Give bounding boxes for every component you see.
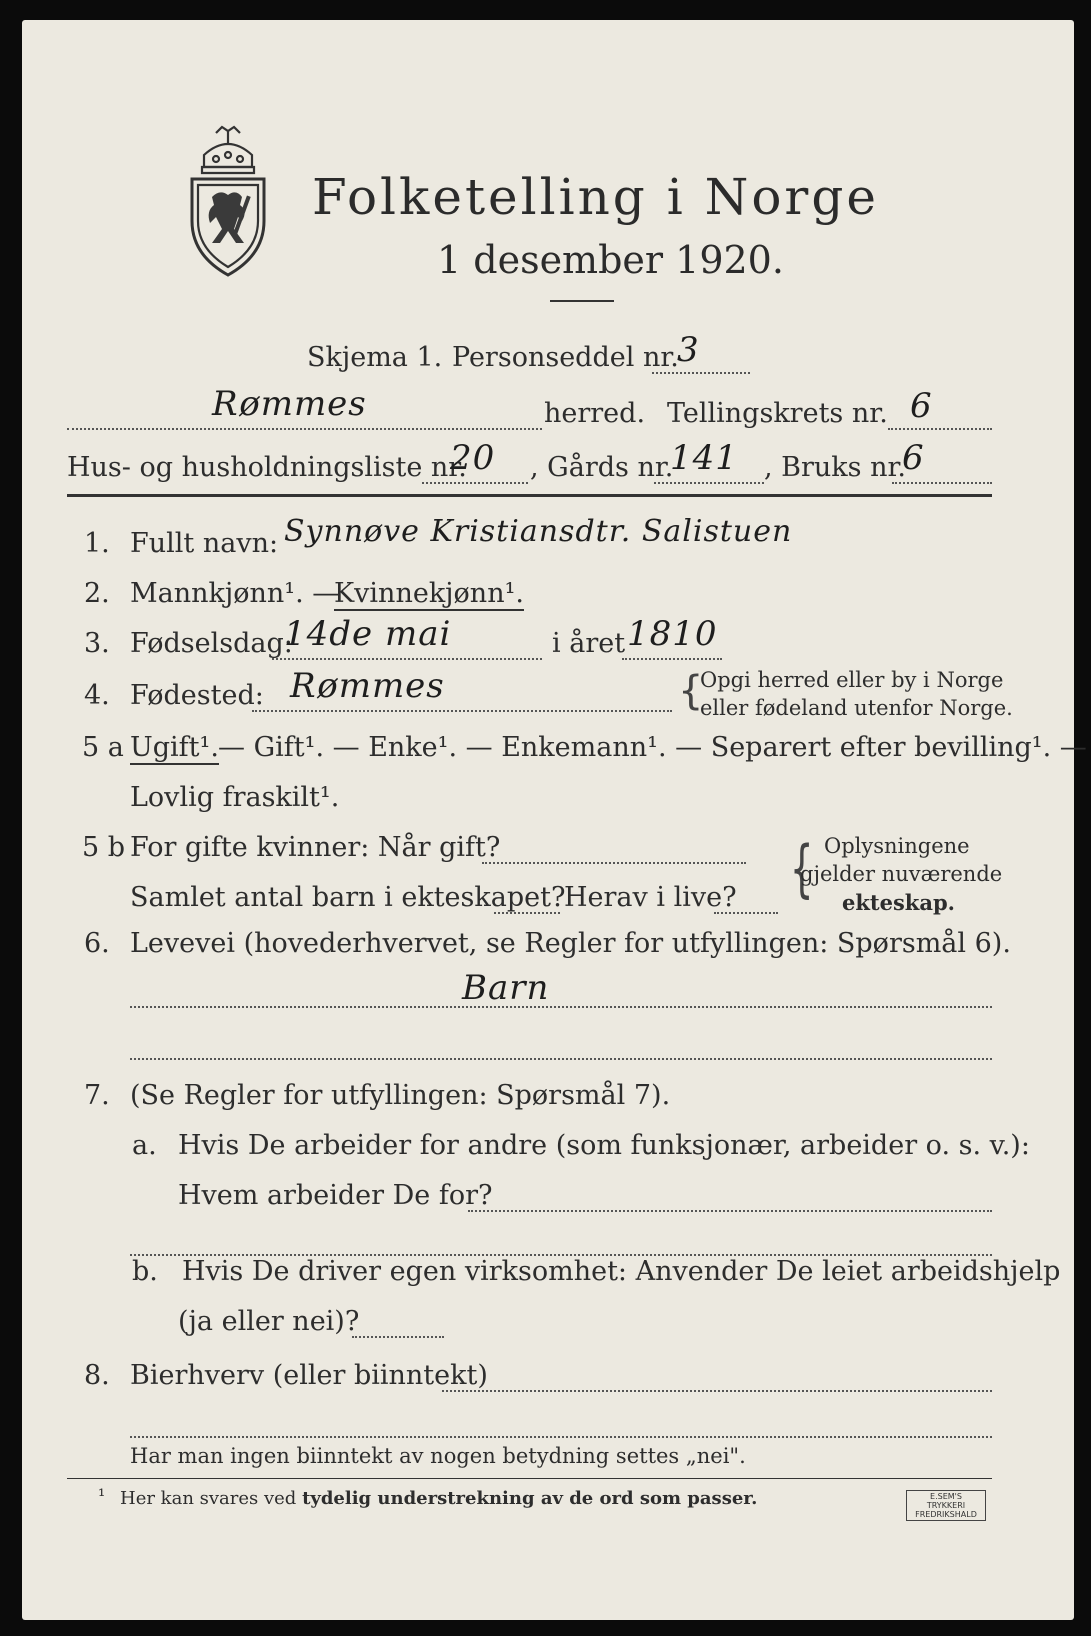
herred-line bbox=[67, 428, 542, 430]
bruks-label: , Bruks nr. bbox=[764, 452, 907, 483]
footnote-text-a: Her kan svares ved bbox=[120, 1488, 297, 1509]
footnote-mark: ¹ bbox=[98, 1486, 106, 1507]
q2-mann-label: Mannkjønn¹. — bbox=[130, 578, 340, 609]
q7a-employer-line bbox=[468, 1210, 992, 1212]
census-form-page bbox=[22, 20, 1087, 1620]
q7a-text: Hvis De arbeider for andre (som funksjonær, arbeider o. s. v.): bbox=[178, 1130, 1030, 1161]
q6-occupation-value: Barn bbox=[462, 968, 550, 1008]
q5b-label2: Samlet antal barn i ekteskapet? bbox=[130, 882, 566, 913]
q4-label: Fødested: bbox=[130, 680, 264, 711]
printer-stamp bbox=[906, 1490, 986, 1521]
q7b-answer-line bbox=[352, 1336, 444, 1338]
footer-separator bbox=[67, 1478, 992, 1479]
personseddel-label: Personseddel nr. bbox=[452, 342, 679, 373]
q5b-note-line2: gjelder nuværende bbox=[800, 862, 1003, 886]
personseddel-line bbox=[652, 372, 750, 374]
q4-note-line1: Opgi herred eller by i Norge bbox=[700, 668, 1004, 692]
bruks-value: 6 bbox=[902, 438, 925, 478]
printer-stamp-line2: FREDRIKSHALD bbox=[915, 1510, 977, 1519]
q2-number: 2. bbox=[84, 578, 110, 609]
q5a-options: — Gift¹. — Enke¹. — Enkemann¹. — Separert efter bevilling¹. — bbox=[218, 732, 1087, 763]
footer-note: Har man ingen biinntekt av nogen betydning settes „nei". bbox=[130, 1444, 746, 1468]
q2-kvinne-label-underlined: Kvinnekjønn¹. bbox=[334, 578, 524, 609]
q8-label: Bierhverv (eller biinntekt) bbox=[130, 1360, 488, 1391]
q4-birthplace-line bbox=[252, 710, 672, 712]
q5b-note-line3: ekteskap. bbox=[842, 890, 955, 915]
q5b-number: 5 b bbox=[82, 832, 126, 863]
q5b-alive-line bbox=[714, 912, 778, 914]
q5b-brace: { bbox=[789, 832, 814, 905]
hus-value: 20 bbox=[450, 438, 496, 478]
q4-birthplace-value: Rømmes bbox=[290, 666, 445, 706]
q6-number: 6. bbox=[84, 928, 110, 959]
q6-answer-line1 bbox=[130, 1006, 992, 1008]
census-date: 1 desember 1920. bbox=[437, 238, 784, 282]
q5b-label3: Herav i live? bbox=[564, 882, 737, 913]
q3-birthday-value: 14de mai bbox=[284, 614, 452, 654]
q1-label: Fullt navn: bbox=[130, 528, 279, 559]
q7b-text2: (ja eller nei)? bbox=[178, 1306, 360, 1337]
header-separator bbox=[67, 494, 992, 497]
q4-note-line2: eller fødeland utenfor Norge. bbox=[700, 696, 1013, 720]
tellingskrets-label: Tellingskrets nr. bbox=[667, 398, 888, 429]
q3-label: Fødselsdag: bbox=[130, 628, 293, 659]
bruks-line bbox=[892, 482, 992, 484]
q5b-children-line bbox=[494, 912, 560, 914]
q8-number: 8. bbox=[84, 1360, 110, 1391]
herred-value: Rømmes bbox=[212, 384, 367, 424]
title-divider bbox=[550, 300, 614, 302]
gards-line bbox=[654, 482, 764, 484]
gards-label: , Gårds nr. bbox=[530, 452, 674, 483]
q5b-note-line1: Oplysningene bbox=[824, 834, 970, 858]
q3-year-line bbox=[622, 658, 722, 660]
form-title: Folketelling i Norge bbox=[312, 168, 879, 226]
q5b-married-line bbox=[482, 862, 746, 864]
footnote-text bbox=[120, 1488, 757, 1509]
q1-fullname-value: Synnøve Kristiansdtr. Salistuen bbox=[284, 514, 793, 549]
tellingskrets-value: 6 bbox=[910, 386, 933, 426]
q1-number: 1. bbox=[84, 528, 110, 559]
q6-label: Levevei (hovederhvervet, se Regler for utfyllingen: Spørsmål 6). bbox=[130, 928, 1011, 959]
q3-birthday-line bbox=[272, 658, 542, 660]
norwegian-coat-of-arms-icon bbox=[182, 125, 274, 281]
q7b-text: Hvis De driver egen virksomhet: Anvender De leiet arbeidshjelp bbox=[182, 1256, 1061, 1287]
hus-line bbox=[422, 482, 528, 484]
q7a-text2: Hvem arbeider De for? bbox=[178, 1180, 493, 1211]
footnote-text-b: tydelig understrekning av de ord som passer. bbox=[302, 1488, 758, 1509]
q5a-number: 5 a bbox=[82, 732, 124, 763]
q7b-letter: b. bbox=[132, 1256, 158, 1287]
q6-answer-line2 bbox=[130, 1058, 992, 1060]
q5b-label1: For gifte kvinner: Når gift? bbox=[130, 832, 501, 863]
q7-number: 7. bbox=[84, 1080, 110, 1111]
q3-year-value: 1810 bbox=[627, 614, 718, 654]
q7a-letter: a. bbox=[132, 1130, 157, 1161]
skjema-label: Skjema 1. bbox=[307, 342, 443, 373]
q4-brace: { bbox=[678, 668, 704, 714]
q5a-ugift-underlined: Ugift¹. bbox=[130, 732, 219, 763]
q8-answer-line bbox=[442, 1390, 992, 1392]
q5a-line2: Lovlig fraskilt¹. bbox=[130, 782, 340, 813]
personseddel-value: 3 bbox=[677, 330, 700, 370]
q7-label: (Se Regler for utfyllingen: Spørsmål 7). bbox=[130, 1080, 671, 1111]
herred-label: herred. bbox=[544, 398, 646, 429]
q3-number: 3. bbox=[84, 628, 110, 659]
tellingskrets-line bbox=[888, 428, 992, 430]
printer-stamp-line1: E.SEM'S TRYKKERI bbox=[926, 1492, 966, 1510]
gards-value: 141 bbox=[670, 438, 738, 478]
q8-extra-line bbox=[130, 1436, 992, 1438]
q4-number: 4. bbox=[84, 680, 110, 711]
q3-year-label: i året bbox=[552, 628, 626, 659]
hus-label: Hus- og husholdningsliste nr. bbox=[67, 452, 467, 483]
